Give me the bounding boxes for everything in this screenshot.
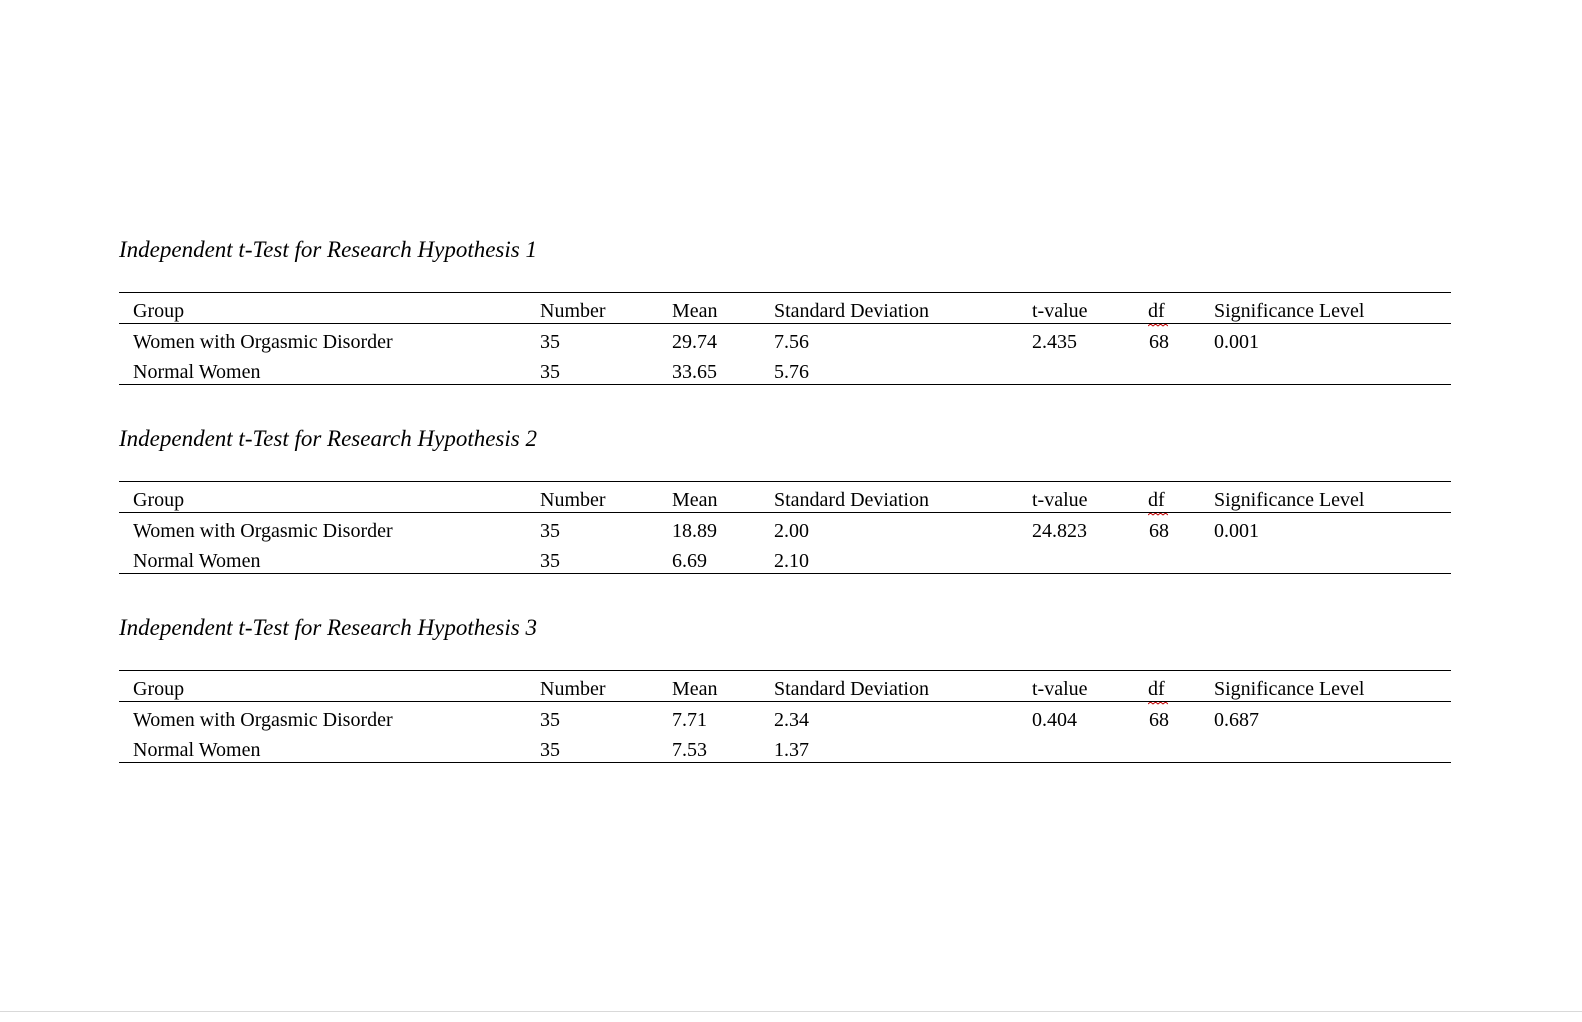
header-t-value: t-value	[1032, 678, 1088, 700]
row1-t-value: 0.404	[1032, 709, 1077, 731]
table-bottom-rule	[119, 573, 1451, 574]
row2-group: Normal Women	[133, 739, 261, 761]
table-bottom-rule	[119, 384, 1451, 385]
table-top-rule	[119, 670, 1451, 671]
row1-significance: 0.001	[1214, 331, 1259, 353]
header-mean: Mean	[672, 489, 718, 511]
row1-number: 35	[540, 331, 560, 353]
header-number: Number	[540, 489, 606, 511]
header-t-value: t-value	[1032, 489, 1088, 511]
header-standard-deviation: Standard Deviation	[774, 300, 929, 322]
row2-mean: 33.65	[672, 361, 717, 383]
row2-number: 35	[540, 550, 560, 572]
header-df: df	[1148, 488, 1165, 512]
page-bottom-edge	[0, 1011, 1582, 1012]
header-significance-level: Significance Level	[1214, 300, 1365, 322]
row1-df: 68	[1149, 520, 1169, 542]
header-group: Group	[133, 300, 185, 322]
header-number: Number	[540, 300, 606, 322]
table-top-rule	[119, 292, 1451, 293]
row1-number: 35	[540, 709, 560, 731]
row2-mean: 7.53	[672, 739, 707, 761]
row2-group: Normal Women	[133, 550, 261, 572]
table-caption: Independent t-Test for Research Hypothesis 1	[119, 237, 537, 262]
row2-sd: 1.37	[774, 739, 809, 761]
row1-sd: 2.34	[774, 709, 809, 731]
row1-mean: 7.71	[672, 709, 707, 731]
row1-group: Women with Orgasmic Disorder	[133, 520, 393, 542]
row1-df: 68	[1149, 709, 1169, 731]
row2-group: Normal Women	[133, 361, 261, 383]
table-top-rule	[119, 481, 1451, 482]
header-mean: Mean	[672, 678, 718, 700]
table-header-rule	[119, 512, 1451, 513]
row2-sd: 2.10	[774, 550, 809, 572]
header-group: Group	[133, 489, 185, 511]
row1-t-value: 24.823	[1032, 520, 1087, 542]
row1-sd: 2.00	[774, 520, 809, 542]
header-significance-level: Significance Level	[1214, 489, 1365, 511]
row1-significance: 0.001	[1214, 520, 1259, 542]
header-number: Number	[540, 678, 606, 700]
row1-df: 68	[1149, 331, 1169, 353]
row2-sd: 5.76	[774, 361, 809, 383]
header-mean: Mean	[672, 300, 718, 322]
header-df: df	[1148, 299, 1165, 323]
row1-significance: 0.687	[1214, 709, 1259, 731]
header-df: df	[1148, 677, 1165, 701]
table-caption: Independent t-Test for Research Hypothesis 2	[119, 426, 537, 451]
table-caption: Independent t-Test for Research Hypothesis 3	[119, 615, 537, 640]
row1-group: Women with Orgasmic Disorder	[133, 709, 393, 731]
table-bottom-rule	[119, 762, 1451, 763]
table-header-rule	[119, 701, 1451, 702]
row1-mean: 29.74	[672, 331, 717, 353]
row2-number: 35	[540, 739, 560, 761]
header-group: Group	[133, 678, 185, 700]
row1-mean: 18.89	[672, 520, 717, 542]
header-standard-deviation: Standard Deviation	[774, 489, 929, 511]
table-header-rule	[119, 323, 1451, 324]
row2-number: 35	[540, 361, 560, 383]
row1-number: 35	[540, 520, 560, 542]
row2-mean: 6.69	[672, 550, 707, 572]
header-significance-level: Significance Level	[1214, 678, 1365, 700]
row1-sd: 7.56	[774, 331, 809, 353]
row1-t-value: 2.435	[1032, 331, 1077, 353]
header-standard-deviation: Standard Deviation	[774, 678, 929, 700]
row1-group: Women with Orgasmic Disorder	[133, 331, 393, 353]
header-t-value: t-value	[1032, 300, 1088, 322]
